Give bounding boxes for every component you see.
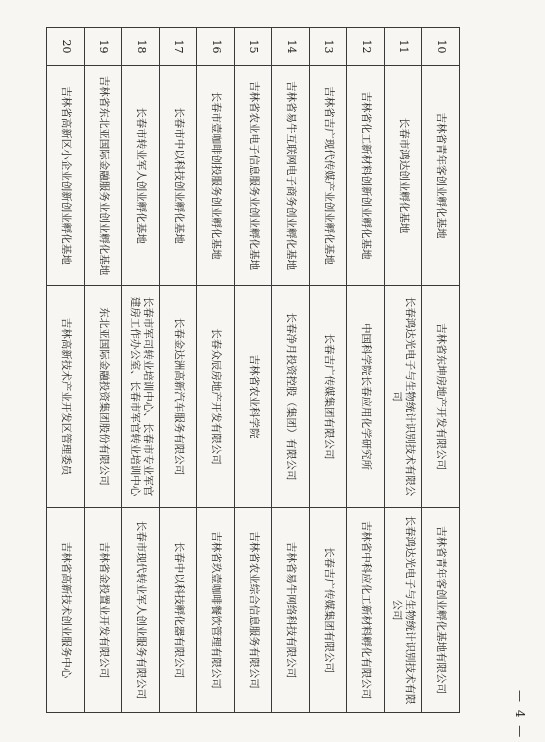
table-row <box>85 28 123 713</box>
row-number-cell: 15 <box>235 28 273 66</box>
base-name-cell: 吉林省高新区小企业创新创业孵化基地 <box>47 66 85 286</box>
base-name-cell: 吉林省青年客创业孵化基地 <box>422 66 460 286</box>
service-company-cell: 吉林省易牛网络科技有限公司 <box>272 508 310 713</box>
operator-cell: 吉林省东坤房地产开发有限公司 <box>422 286 460 508</box>
service-company-cell: 吉林省青年客创业孵化基地有限公司 <box>422 508 460 713</box>
service-company-cell: 吉林省高新技术创业服务中心 <box>47 508 85 713</box>
base-name-cell: 吉林省易牛互联网电子商务创业孵化基地 <box>272 66 310 286</box>
service-company-cell: 长春吉广传媒集团有限公司 <box>310 508 348 713</box>
table-row <box>122 28 160 713</box>
base-name-cell: 吉林省吉广现代传媒产业创业孵化基地 <box>310 66 348 286</box>
service-company-cell: 长春鸿达光电子与生物统计识别技术有限公司 <box>385 508 423 713</box>
row-number-cell: 17 <box>160 28 198 66</box>
base-name-cell: 长春市转业军人创业孵化基地 <box>122 66 160 286</box>
operator-cell: 长春吉广传媒集团有限公司 <box>310 286 348 508</box>
service-company-cell: 吉林省金投置业开发有限公司 <box>85 508 123 713</box>
table-row <box>272 28 310 713</box>
row-number-cell: 18 <box>122 28 160 66</box>
row-number-cell: 16 <box>197 28 235 66</box>
base-name-cell: 长春市中以科技创业孵化基地 <box>160 66 198 286</box>
base-name-cell: 吉林省东北亚国际金融服务业创业孵化基地 <box>85 66 123 286</box>
service-company-cell: 吉林省玖壹咖啡餐饮管理有限公司 <box>197 508 235 713</box>
page-number: — 4 — <box>513 690 527 740</box>
table-row <box>47 28 85 713</box>
row-number-cell: 19 <box>85 28 123 66</box>
row-number-cell: 14 <box>272 28 310 66</box>
operator-cell: 长春净月投资控股（集团）有限公司 <box>272 286 310 508</box>
table-row <box>235 28 273 713</box>
incubation-base-table <box>47 27 461 713</box>
operator-cell: 长春鸿达光电子与生物统计识别技术有限公司 <box>385 286 423 508</box>
table-row <box>347 28 385 713</box>
operator-cell: 长春市军司转业培训中心、长春市专业军官建房工作办公室、长春市军官转业培训中心 <box>122 286 160 508</box>
operator-cell: 吉林高新技术产业开发区管理委员 <box>47 286 85 508</box>
row-number-cell: 10 <box>422 28 460 66</box>
base-name-cell: 长春市壹咖啡创投服务创业孵化基地 <box>197 66 235 286</box>
operator-cell: 东北亚国际金融投资集团股份有限公司 <box>85 286 123 508</box>
operator-cell: 中国科学院长春应用化学研究所 <box>347 286 385 508</box>
operator-cell: 长春金达洲高新汽车服务有限公司 <box>160 286 198 508</box>
table-row <box>385 28 423 713</box>
base-name-cell: 吉林省农业电子信息服务业创业孵化基地 <box>235 66 273 286</box>
base-name-cell: 吉林省化工新材料创新创业孵化基地 <box>347 66 385 286</box>
service-company-cell: 长春市现代转业军人创业服务有限公司 <box>122 508 160 713</box>
operator-cell: 长春众辰房地产开发有限公司 <box>197 286 235 508</box>
row-number-cell: 12 <box>347 28 385 66</box>
table-row <box>197 28 235 713</box>
row-number-cell: 13 <box>310 28 348 66</box>
table-body <box>47 28 460 713</box>
service-company-cell: 长春中以科技孵化器有限公司 <box>160 508 198 713</box>
table-row <box>422 28 460 713</box>
base-name-cell: 长春市鸿达创业孵化基地 <box>385 66 423 286</box>
table-row <box>310 28 348 713</box>
operator-cell: 吉林省农业科学院 <box>235 286 273 508</box>
row-number-cell: 11 <box>385 28 423 66</box>
row-number-cell: 20 <box>47 28 85 66</box>
service-company-cell: 吉林省农业综合信息服务有限公司 <box>235 508 273 713</box>
service-company-cell: 吉林省中科应化工新材料孵化有限公司 <box>347 508 385 713</box>
table-row <box>160 28 198 713</box>
